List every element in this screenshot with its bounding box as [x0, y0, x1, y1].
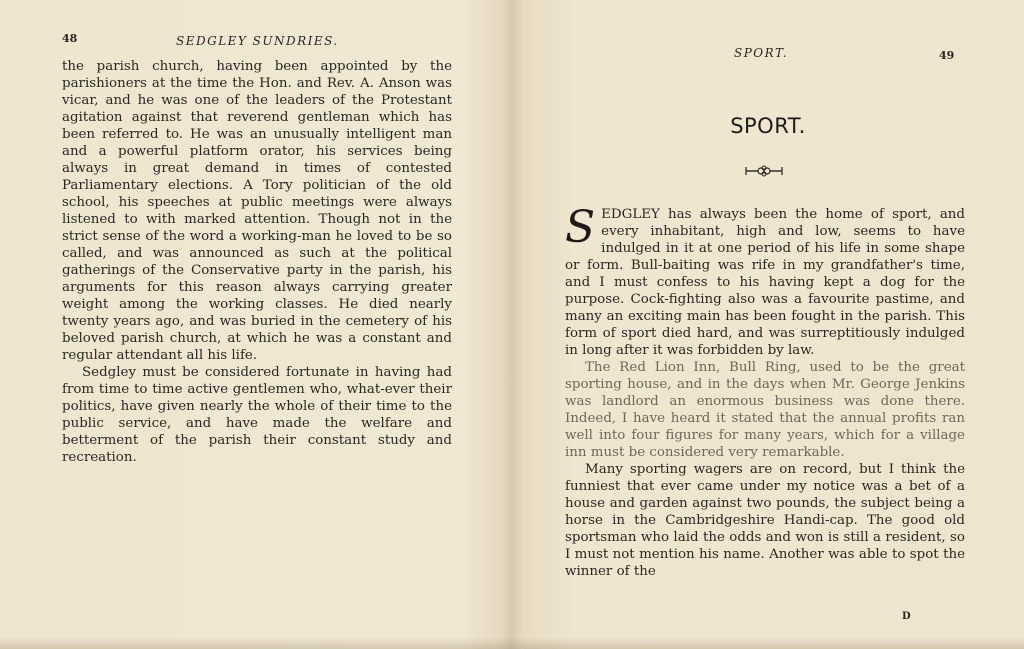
running-head-left: SEDGLEY SUNDRIES.	[176, 34, 339, 48]
page-number-right: 49	[939, 49, 955, 62]
left-paragraph-1: the parish church, having been appointed by the parishioners at the time the Hon. and Rev. A. Anson was vicar, and he was one of the leaders of the Protestant agitation against that reverend gentleman which has been referred to. He was an unusually intelligent man and a powerful platform orator, his services being always in great demand in times of contested Parliamentary elections. A Tory politician of the old school, his speeches at public meetings were always listened to with marked attention. Though not in the strict sense of the word a working-man he loved to be so called, and was announced as such at the political gatherings of the Conservative party in the parish, his arguments for this reason always carrying greater weight among the working classes. He died nearly twenty years ago, and was buried in the cemetery of his beloved parish church, at which he was a constant and regular attendant all his life.	[62, 59, 452, 363]
ornament-icon	[744, 163, 784, 179]
left-paragraph-2: Sedgley must be considered fortunate in having had from time to time active gentlemen who, what-ever their politics, have given nearly the whole of their time to the public service, and have made the welfare and betterment of the parish their constant study and recreation.	[62, 365, 452, 465]
left-page	[0, 0, 505, 649]
chapter-title: SPORT.	[730, 114, 806, 138]
page-edge-shadow	[0, 637, 1024, 649]
signature-mark: D	[902, 611, 911, 622]
right-paragraph-2: The Red Lion Inn, Bull Ring, used to be the great sporting house, and in the days when Mr. George Jenkins was landlord an enormous business was done there. Indeed, I have heard it stated that the annual profits ran well into four figures for many years, which for a village inn must be considered very remarkable.	[565, 360, 965, 460]
running-head-right: SPORT.	[734, 46, 789, 60]
right-paragraph-1	[565, 202, 965, 359]
right-page	[512, 0, 1024, 649]
drop-cap: S	[565, 202, 596, 253]
right-paragraph-3: Many sporting wagers are on record, but I think the funniest that ever came under my notice was a bet of a house and garden against two pounds, the subject being a horse in the Cambridgeshire Handi-cap. The good old sportsman who laid the odds and won is still a resident, so I must not mention his name. Another was able to spot the winner of the	[565, 462, 965, 579]
right-paragraph-1-text: EDGLEY has always been the home of sport, and every inhabitant, high and low, seems to have indulged in it at one period of his life in some shape or form. Bull-baiting was rife in my grandfather's time, and I must confess to his having kept a dog for the purpose. Cock-fighting also was a favourite pastime, and many an exciting main has been fought in the parish. This form of sport died hard, and was surreptitiously indulged in long after it was forbidden by law.	[565, 207, 965, 358]
page-number-left: 48	[62, 32, 78, 45]
right-page-body	[565, 202, 965, 580]
left-page-body	[62, 58, 452, 466]
